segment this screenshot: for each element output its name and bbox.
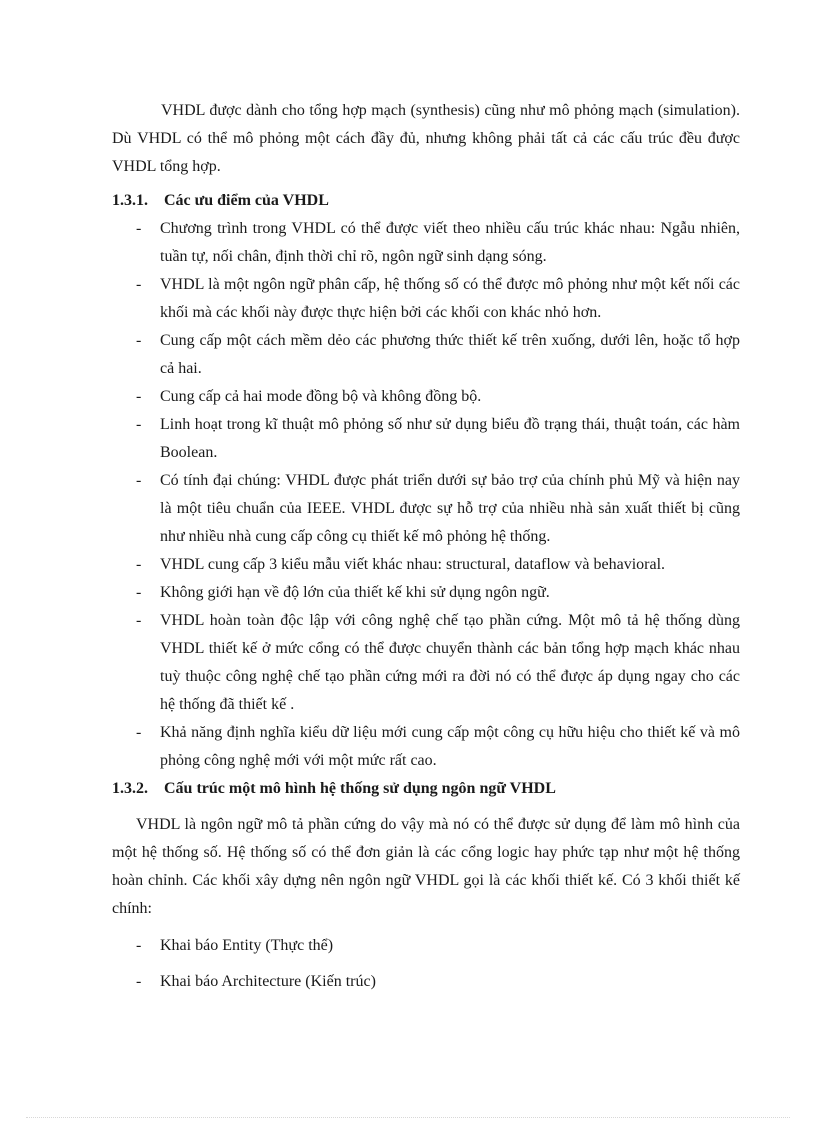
dash-bullet-icon: - [136,612,142,629]
structure-paragraph: VHDL là ngôn ngữ mô tả phần cứng do vậy mà nó có thể được sử dụng để làm mô hình của một hệ thống số. Hệ thống số có thể đơn giản là các cổng logic hay phức tạp như một hệ thống hoàn chỉnh. Các khối xây dựng nên ngôn ngữ VHDL gọi là các khối thiết kế. Có 3 khối thiết kế chính: [112,816,740,917]
list-item: - Linh hoạt trong kĩ thuật mô phỏng số như sử dụng biểu đồ trạng thái, thuật toán, các hàm Boolean. [112,411,740,467]
section-title: Các ưu điểm của VHDL [164,192,329,209]
page-content [112,97,740,996]
dash-bullet-icon: - [136,937,142,954]
dash-bullet-icon: - [136,584,142,601]
section-heading-1-3-2 [112,775,740,803]
list-item: - Không giới hạn về độ lớn của thiết kế khi sử dụng ngôn ngữ. [112,579,740,607]
section-number: 1.3.1. [112,192,148,209]
list-item: - Chương trình trong VHDL có thể được viết theo nhiều cấu trúc khác nhau: Ngẫu nhiên, tuần tự, nối chân, định thời chỉ rõ, ngôn ngữ sinh dạng sóng. [112,215,740,271]
list-item: - Khai báo Architecture (Kiến trúc) [112,968,740,996]
dash-bullet-icon: - [136,724,142,741]
dash-bullet-icon: - [136,220,142,237]
advantages-list [112,215,740,775]
section-number: 1.3.2. [112,780,148,797]
list-item: - Có tính đại chúng: VHDL được phát triển dưới sự bảo trợ của chính phủ Mỹ và hiện nay là một tiêu chuẩn của IEEE. VHDL được sự hỗ trợ của nhiều nhà sản xuất thiết bị cũng như nhiều nhà cung cấp công cụ thiết kế mô phỏng hệ thống. [112,467,740,551]
dash-bullet-icon: - [136,472,142,489]
design-blocks-list [112,932,740,996]
list-item: - Cung cấp cả hai mode đồng bộ và không đồng bộ. [112,383,740,411]
page-bottom-divider [26,1117,790,1118]
list-item: - Khai báo Entity (Thực thể) [112,932,740,960]
dash-bullet-icon: - [136,388,142,405]
dash-bullet-icon: - [136,973,142,990]
dash-bullet-icon: - [136,276,142,293]
dash-bullet-icon: - [136,332,142,349]
list-item: - VHDL là một ngôn ngữ phân cấp, hệ thống số có thể được mô phỏng như một kết nối các khối mà các khối này được thực hiện bởi các khối con khác nhỏ hơn. [112,271,740,327]
list-item: - VHDL cung cấp 3 kiểu mẫu viết khác nhau: structural, dataflow và behavioral. [112,551,740,579]
list-item: - VHDL hoàn toàn độc lập với công nghệ chế tạo phần cứng. Một mô tả hệ thống dùng VHDL thiết kế ở mức cổng có thể được chuyển thành các bản tổng hợp mạch khác nhau tuỳ thuộc công nghệ chế tạo phần cứng mới ra đời nó có thể được áp dụng ngay cho các hệ thống đã thiết kế . [112,607,740,719]
dash-bullet-icon: - [136,416,142,433]
section-title: Cấu trúc một mô hình hệ thống sử dụng ngôn ngữ VHDL [164,780,556,797]
list-item: - Cung cấp một cách mềm dẻo các phương thức thiết kế trên xuống, dưới lên, hoặc tổ hợp cả hai. [112,327,740,383]
list-item: - Khả năng định nghĩa kiểu dữ liệu mới cung cấp một công cụ hữu hiệu cho thiết kế và mô phỏng công nghệ mới với một mức rất cao. [112,719,740,775]
section-heading-1-3-1 [112,187,740,215]
intro-paragraph: VHDL được dành cho tổng hợp mạch (synthesis) cũng như mô phỏng mạch (simulation). Dù VHDL có thể mô phỏng một cách đầy đủ, nhưng không phải tất cả các cấu trúc đều được VHDL tổng hợp. [112,102,740,175]
dash-bullet-icon: - [136,556,142,573]
